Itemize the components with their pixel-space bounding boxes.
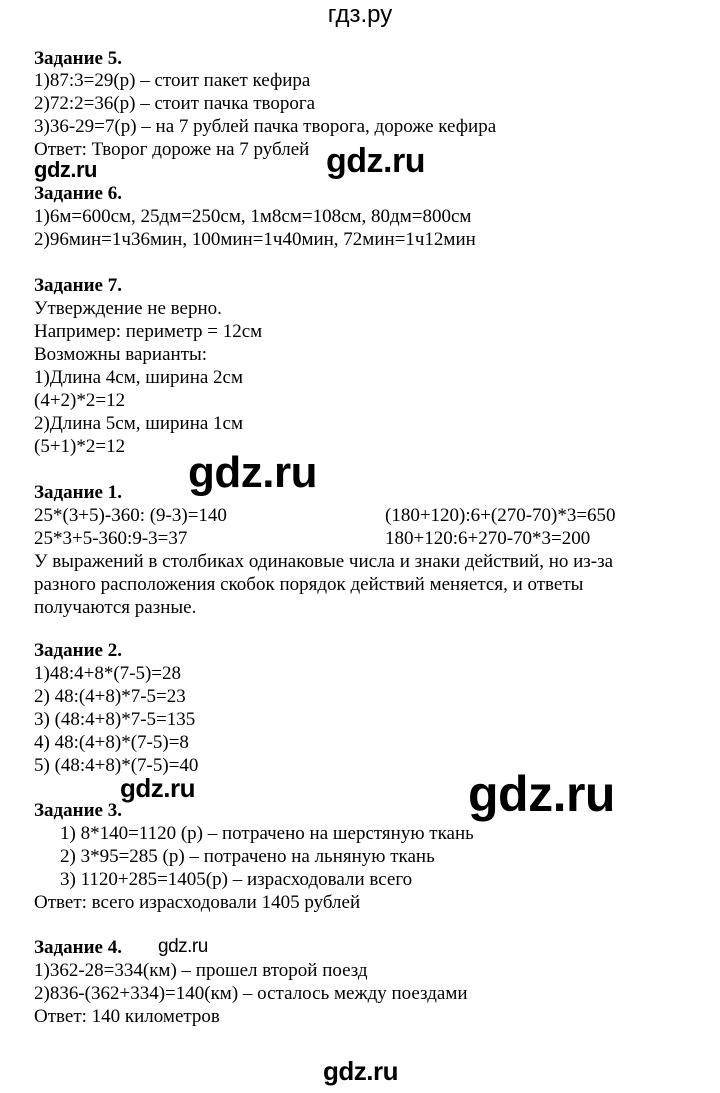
task1-left-expr: 25*(3+5)-360: (9-3)=140 (34, 505, 227, 526)
task3-answer: Ответ: всего израсходовали 1405 рублей (34, 892, 361, 913)
task2-line: 2) 48:(4+8)*7-5=23 (34, 686, 186, 707)
task4-line: 1)362-28=334(км) – прошел второй поезд (34, 960, 368, 981)
task5-answer: Ответ: Творог дороже на 7 рублей (34, 139, 310, 160)
watermark: gdz.ru (326, 142, 425, 180)
task7-line: Например: периметр = 12см (34, 321, 263, 342)
task7-line: (4+2)*2=12 (34, 390, 126, 411)
task7-line: 1)Длина 4см, ширина 2см (34, 367, 244, 388)
task4-answer: Ответ: 140 километров (34, 1006, 220, 1027)
task3-line: 2) 3*95=285 (р) – потрачено на льняную ткань (60, 846, 435, 867)
task2-title: Задание 2. (34, 640, 122, 661)
task6-title: Задание 6. (34, 183, 122, 204)
task1-text: У выражений в столбиках одинаковые числа и знаки действий, но из-за (34, 551, 614, 572)
task1-title: Задание 1. (34, 482, 122, 503)
task7-line: Возможны варианты: (34, 344, 208, 365)
task3-title: Задание 3. (34, 800, 122, 821)
watermark: gdz.ru (120, 773, 195, 803)
task1-text: разного расположения скобок порядок действий меняется, и ответы (34, 574, 584, 595)
task7-line: (5+1)*2=12 (34, 436, 126, 457)
task3-line: 1) 8*140=1120 (р) – потрачено на шерстяную ткань (60, 823, 474, 844)
watermark: gdz.ru (158, 936, 208, 957)
task4-line: 2)836-(362+334)=140(км) – осталось между поездами (34, 983, 468, 1004)
watermark: gdz.ru (323, 1056, 398, 1086)
task4-title: Задание 4. (34, 937, 122, 958)
task3-line: 3) 1120+285=1405(р) – израсходовали всего (60, 869, 413, 890)
watermark: gdz.ru (34, 157, 97, 182)
task2-line: 4) 48:(4+8)*(7-5)=8 (34, 732, 189, 753)
task1-text: получаются разные. (34, 597, 197, 618)
task1-right-expr: (180+120):6+(270-70)*3=650 (385, 505, 616, 526)
task1-left-expr: 25*3+5-360:9-3=37 (34, 528, 188, 549)
task1-right-expr: 180+120:6+270-70*3=200 (385, 528, 591, 549)
watermark: gdz.ru (188, 448, 317, 497)
site-header: гдз.ру (327, 1, 393, 28)
task6-line: 2)96мин=1ч36мин, 100мин=1ч40мин, 72мин=1ч12мин (34, 229, 476, 250)
task2-line: 3) (48:4+8)*7-5=135 (34, 709, 196, 730)
task5-line: 2)72:2=36(р) – стоит пачка творога (34, 93, 316, 114)
task6-line: 1)6м=600см, 25дм=250см, 1м8см=108см, 80дм=800см (34, 206, 472, 227)
task5-line: 3)36-29=7(р) – на 7 рублей пачка творога, дороже кефира (34, 116, 497, 137)
task7-line: Утверждение не верно. (34, 298, 222, 319)
task2-line: 5) (48:4+8)*(7-5)=40 (34, 755, 199, 776)
task5-title: Задание 5. (34, 48, 122, 69)
task2-line: 1)48:4+8*(7-5)=28 (34, 663, 182, 684)
task7-title: Задание 7. (34, 275, 122, 296)
watermark: gdz.ru (468, 766, 615, 822)
task5-line: 1)87:3=29(р) – стоит пакет кефира (34, 70, 311, 91)
task7-line: 2)Длина 5см, ширина 1см (34, 413, 244, 434)
